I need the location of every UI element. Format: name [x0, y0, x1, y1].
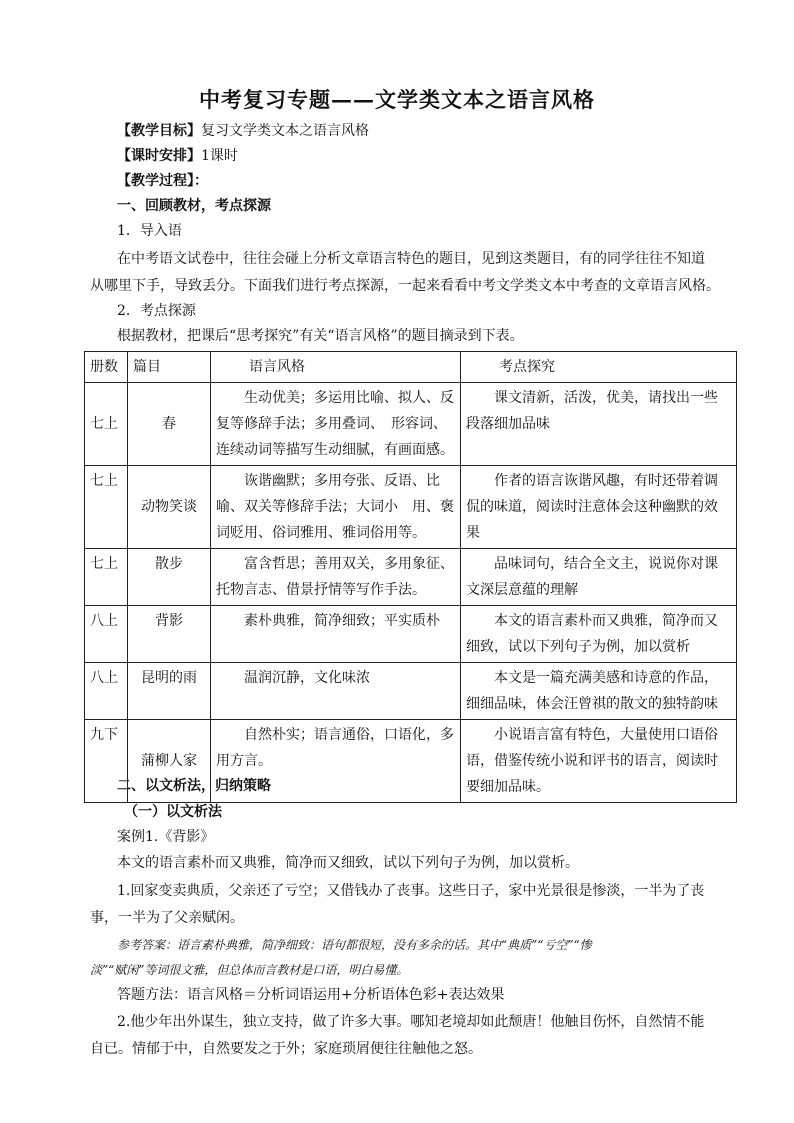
cell-point: 作者的语言诙谐风趣，有时还带着调侃的味道，阅读时注意体会这种幽默的效果 [461, 466, 737, 549]
table-row [85, 663, 737, 720]
section2-heading: 二、以文析法，归纳策略 [117, 778, 271, 794]
section1-heading: 一、回顾教材，考点探源 [117, 198, 271, 214]
table-row [85, 383, 737, 466]
cell-book: 八上 [85, 606, 128, 663]
cell-title: 昆明的雨 [128, 663, 211, 720]
cell-point: 本文是一篇充满美感和诗意的作品，细细品味，体会汪曾祺的散文的独特韵味 [461, 663, 737, 720]
sub1-heading: （一）以文析法 [124, 804, 222, 820]
cell-style: 素朴典雅，简净细致；平实质朴 [211, 606, 461, 663]
cell-book: 八上 [85, 663, 128, 720]
cell-style: 自然朴实；语言通俗，口语化，多用方言。 [211, 720, 461, 803]
source-line-1: 根据教材，把课后“思考探究”有关“语言风格”的题目摘录到下表。 [117, 328, 524, 344]
cell-title: 春 [128, 383, 211, 466]
source-heading: 2．考点探源 [117, 303, 196, 319]
cell-title: 蒲柳人家 [128, 720, 211, 803]
cell-point: 本文的语言素朴而又典雅，简净而又细致，试以下列句子为例，加以赏析 [461, 606, 737, 663]
cell-book: 七上 [85, 383, 128, 466]
intro-line-1: 在中考语文试卷中，往往会碰上分析文章语言特色的题目，见到这类题目，有的同学往往不知道 [117, 251, 705, 267]
cell-book: 九下 [85, 720, 128, 803]
cell-style: 诙谐幽默；多用夸张、反语、比喻、双关等修辞手法；大词小 用、褒词贬用、俗词雅用、雅词俗用等。 [211, 466, 461, 549]
schedule-text: 1课时 [201, 148, 238, 164]
cell-book: 七上 [85, 466, 128, 549]
cell-style: 温润沉静，文化味浓 [211, 663, 461, 720]
case1-method: 答题方法：语言风格＝分析词语运用+分析语体色彩+表达效果 [117, 987, 505, 1003]
case1-q2-line2: 自已。情郁于中，自然要发之于外；家庭琐屑便往往触他之怒。 [90, 1041, 482, 1057]
case1-q1-line1: 1.回家变卖典质，父亲还了亏空；又借钱办了丧事。这些日子，家中光景很是惨淡，一半为了丧 [117, 883, 705, 899]
header-point: 考点探究 [461, 352, 737, 383]
cell-book: 七上 [85, 549, 128, 606]
page-title: 中考复习专题——文学类文本之语言风格 [199, 87, 595, 112]
exam-points-table [84, 351, 737, 803]
cell-point: 小说语言富有特色，大量使用口语俗语，借鉴传统小说和评书的语言，阅读时要细加品味。 [461, 720, 737, 803]
header-style: 语言风格 [211, 352, 461, 383]
intro-heading: 1．导入语 [117, 223, 182, 239]
cell-style: 生动优美；多运用比喻、拟人、反复等修辞手法；多用叠词、 形容词、连续动词等描写生动细腻，有画面感。 [211, 383, 461, 466]
case1-heading: 案例1.《背影》 [117, 829, 215, 845]
case1-q1-line2: 事，一半为了父亲赋闲。 [90, 910, 244, 926]
cell-point: 品味词句，结合全文主，说说你对课文深层意蕴的理解 [461, 549, 737, 606]
case1-ref-line2: 淡”“赋闲”等词很文雅，但总体而言教材是口语，明白易懂。 [90, 963, 409, 977]
case1-desc: 本文的语言素朴而又典雅，简净而又细致，试以下列句子为例，加以赏析。 [117, 855, 579, 871]
table-row [85, 549, 737, 606]
table-row [85, 606, 737, 663]
header-book: 册数 [85, 352, 128, 383]
process-label: 【教学过程】： [117, 173, 208, 189]
cell-title: 背影 [128, 606, 211, 663]
schedule-label: 【课时安排】 [117, 148, 201, 164]
table-header-row [85, 352, 737, 383]
header-title: 篇目 [128, 352, 211, 383]
goal-line [117, 121, 369, 141]
goal-label: 【教学目标】 [117, 123, 201, 139]
cell-style: 富含哲思；善用双关，多用象征、托物言志、借景抒情等写作手法。 [211, 549, 461, 606]
case1-q2-line1: 2.他少年出外谋生，独立支持，做了许多大事。哪知老境却如此颓唐！他触目伤怀，自然情不能 [117, 1014, 705, 1030]
schedule-line [117, 146, 238, 166]
cell-title: 动物笑谈 [128, 466, 211, 549]
intro-line-2: 从哪里下手，导致丢分。下面我们进行考点探源，一起来看看中考文学类文本中考查的文章语言风格。 [90, 278, 720, 294]
cell-point: 课文清新，活泼，优美，请找出一些段落细加品味 [461, 383, 737, 466]
cell-title: 散步 [128, 549, 211, 606]
table-row [85, 466, 737, 549]
goal-text: 复习文学类文本之语言风格 [201, 123, 369, 139]
case1-ref-line1: 参考答案：语言素朴典雅，简净细致：语句都很短，没有多余的话。其中“典质”“亏空”“惨 [117, 938, 592, 952]
